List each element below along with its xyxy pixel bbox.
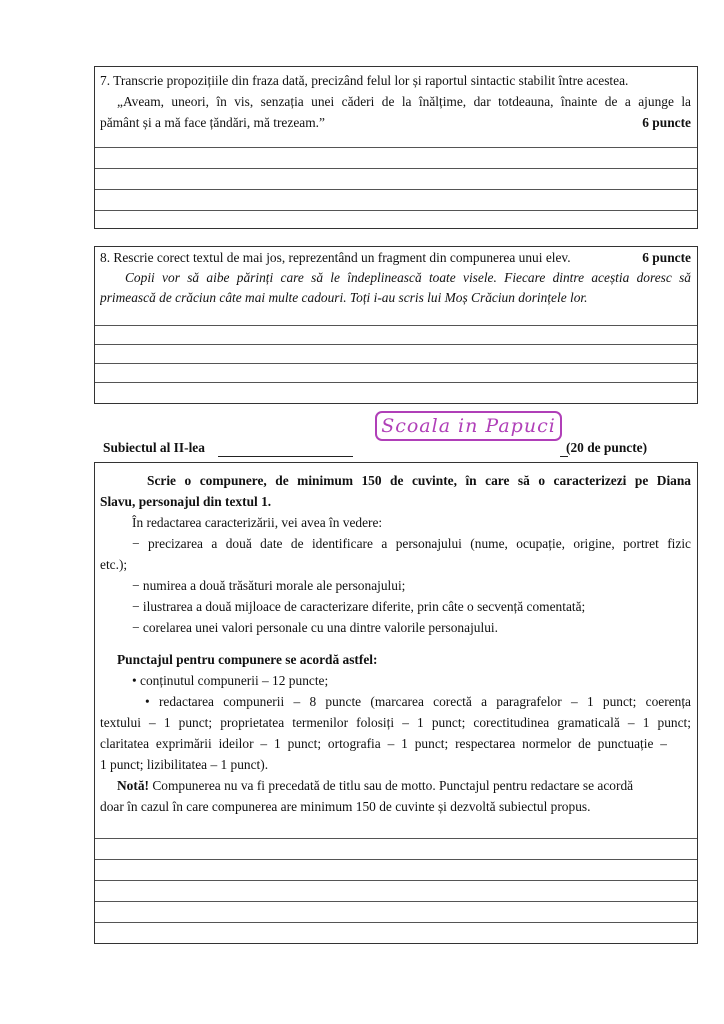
requirement-1-line-1: − precizarea a două date de identificare a personajului (nume, ocupație, origine, portret fizic: [132, 536, 691, 551]
title-underline: [560, 456, 568, 457]
answer-line[interactable]: [95, 344, 697, 345]
score-writing-line-4: 1 punct; lizibilitatea – 1 punct).: [100, 757, 269, 772]
answer-line[interactable]: [95, 325, 697, 326]
question-7-quote-line-1: „Aveam, uneori, în vis, senzația unei căderi de la înălțime, dar totdeauna, înainte de a ajunge la: [117, 94, 691, 109]
answer-line[interactable]: [95, 880, 697, 881]
question-8-points: 6 puncte: [642, 250, 691, 265]
question-7-box: [94, 66, 698, 229]
score-content: • conținutul compunerii – 12 puncte;: [132, 673, 329, 688]
task-line-1: Scrie o compunere, de minimum 150 de cuvinte, în care să o caracterizezi pe Diana: [147, 473, 691, 488]
requirement-4: − corelarea unei valori personale cu una dintre valorile personajului.: [132, 620, 498, 635]
question-8-fragment-line-2: primească de crăciun câte mai multe cadouri. Toți i-au scris lui Moș Crăciun dorințele lor.: [100, 290, 588, 305]
question-8-box: [94, 246, 698, 404]
note-label: Notă!: [117, 778, 149, 793]
answer-line[interactable]: [95, 901, 697, 902]
subject-2-title: Subiectul al II-lea: [103, 440, 205, 455]
answer-line[interactable]: [95, 147, 697, 148]
requirement-3: − ilustrarea a două mijloace de caracterizare diferite, prin câte o secvență comentată;: [132, 599, 586, 614]
title-underline: [218, 456, 353, 457]
question-7-points: 6 puncte: [642, 115, 691, 130]
answer-line[interactable]: [95, 859, 697, 860]
task-line-2: Slavu, personajul din textul 1.: [100, 494, 272, 509]
question-8-prompt: 8. Rescrie corect textul de mai jos, reprezentând un fragment din compunerea unui elev.: [100, 250, 571, 265]
answer-line[interactable]: [95, 168, 697, 169]
scoring-title: Punctajul pentru compunere se acordă astfel:: [117, 652, 378, 667]
requirement-1-line-2: etc.);: [100, 557, 128, 572]
answer-line[interactable]: [95, 838, 697, 839]
answer-line[interactable]: [95, 382, 697, 383]
score-writing-line-1: • redactarea compunerii – 8 puncte (marcarea corectă a paragrafelor – 1 punct; coerența: [145, 694, 691, 709]
subject-2-points: (20 de puncte): [566, 440, 648, 455]
subject-2-box: [94, 462, 698, 944]
note-text: Compunerea nu va fi precedată de titlu sau de motto. Punctajul pentru redactare se acordă: [148, 778, 634, 793]
requirements-intro: În redactarea caracterizării, vei avea în vedere:: [132, 515, 383, 530]
answer-line[interactable]: [95, 210, 697, 211]
question-7-quote-line-2: pământ și a mă face țăndări, mă trezeam.”: [100, 115, 325, 130]
answer-line[interactable]: [95, 363, 697, 364]
score-writing-line-2: textului – 1 punct; proprietatea termenilor folosiți – 1 punct; corectitudinea gramaticală – 1 punct;: [100, 715, 691, 730]
scoala-in-papuci-logo: Scoala in Papuci: [375, 411, 562, 441]
question-8-fragment-line-1: Copii vor să aibe părinți care să le îndeplinească toate visele. Fiecare dintre aceștia doresc să: [125, 270, 691, 285]
note-line-1: [117, 778, 691, 794]
question-7-prompt: 7. Transcrie propozițiile din fraza dată, precizând felul lor și raportul sintactic stabilit între acestea.: [100, 73, 629, 88]
answer-line[interactable]: [95, 922, 697, 923]
answer-line[interactable]: [95, 189, 697, 190]
score-writing-line-3: claritatea exprimării ideilor – 1 punct; ortografia – 1 punct; respectarea normelor de punctuație –: [100, 736, 667, 751]
note-line-2: doar în cazul în care compunerea are minimum 150 de cuvinte și dezvoltă subiectul propus.: [100, 799, 591, 814]
requirement-2: − numirea a două trăsături morale ale personajului;: [132, 578, 406, 593]
